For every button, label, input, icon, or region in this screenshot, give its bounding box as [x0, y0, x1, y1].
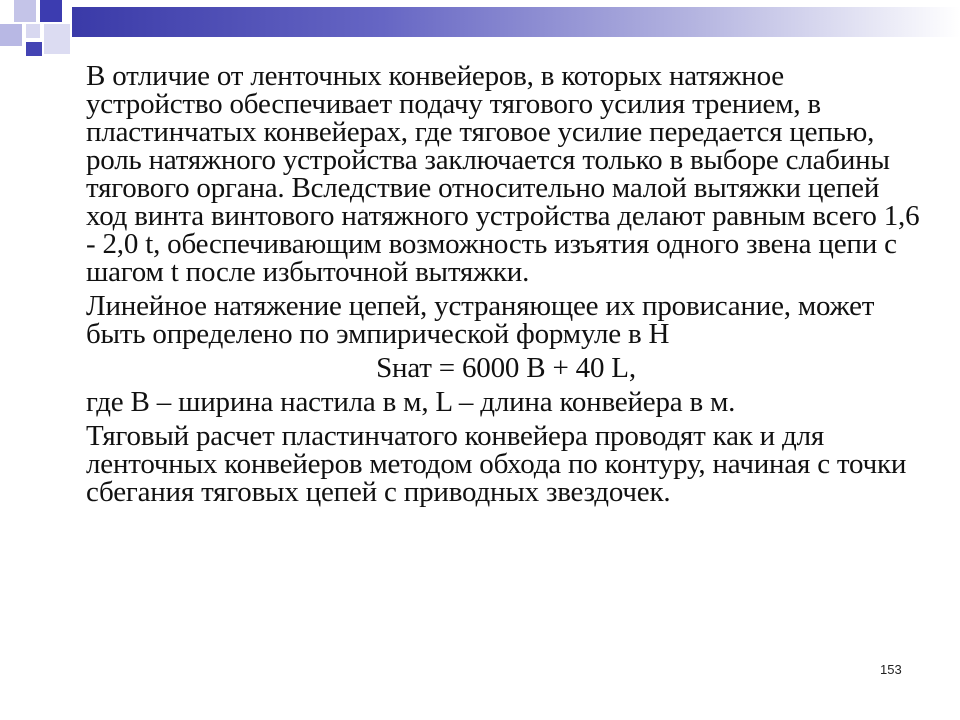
- paragraph-traction-calc: Тяговый расчет пластинчатого конвейера проводят как и для ленточных конвейеров методом обхода по контуру, начиная с точки сбегания тяговых цепей с приводных звездочек.: [86, 420, 907, 508]
- corner-decoration: [0, 0, 80, 60]
- paragraph-linear-tension: Линейное натяжение цепей, устраняющее их провисание, может быть определено по эмпирической формуле в Н: [86, 290, 875, 350]
- header-gradient-bar: [72, 7, 960, 37]
- page-number: 153: [880, 662, 902, 677]
- paragraph-tensioner: В отличие от ленточных конвейеров, в которых натяжное устройство обеспечивает подачу тягового усилия трением, в пластинчатых конвейерах, где тяговое усилие передается цепью, роль натяжного устройства заключается только в выборе слабины тягового органа. Вследствие относительно малой вытяжки цепей ход винта винтового натяжного устройства делают равным всего 1,6 - 2,0 t, обеспечивающим возможность изъятия одного звена цепи с шагом t после избыточной вытяжки.: [86, 60, 920, 288]
- slide-body: [86, 62, 926, 512]
- formula: Sнат = 6000 B + 40 L,: [376, 352, 636, 384]
- paragraph-definitions: где В – ширина настила в м, L – длина конвейера в м.: [86, 386, 736, 418]
